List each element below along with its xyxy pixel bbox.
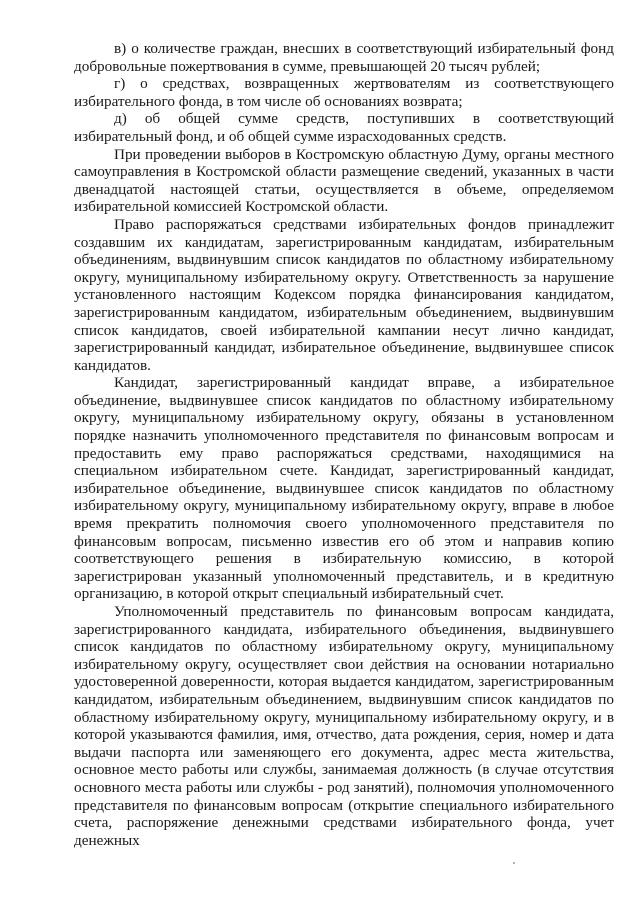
paragraph-g: г) о средствах, возвращенных жертвователям из соответствующего избирательного фонда, в том числе об основаниях возврата; [74,75,614,110]
paragraph-kostroma-duma: При проведении выборов в Костромскую областную Думу, органы местного самоуправления в Костромской области размещение сведений, указанных в части двенадцатой настоящей статьи, осуществляется в объеме, определяемом избирательной комиссией Костромской области. [74,145,614,216]
paragraph-candidate-representative: Кандидат, зарегистрированный кандидат вправе, а избирательное объединение, выдвинувшее список кандидатов по областному избирательному округу, муниципальному избирательному округу, обязаны в установленном порядке назначить уполномоченного представителя по финансовым вопросам и предоставить ему право распоряжаться средствами, находящимися на специальном избирательном счете. Кандидат, зарегистрированный кандидат, избирательное объединение, выдвинувшее список кандидатов по областному избирательному округу, муниципальному избирательному округу, вправе в любое время прекратить полномочия своего уполномоченного представителя по финансовым вопросам, письменно известив его об этом и направив копию соответствующего решения в избирательную комиссию, в которой зарегистрирован указанный уполномоченный представитель, и в кредитную организацию, в которой открыт специальный избирательный счет. [74,374,614,603]
document-body [74,40,614,849]
scan-speck [513,862,515,864]
paragraph-v: в) о количестве граждан, внесших в соответствующий избирательный фонд добровольные пожертвования в сумме, превышающей 20 тысяч рублей; [74,40,614,75]
paragraph-right-to-dispose: Право распоряжаться средствами избирательных фондов принадлежит создавшим их кандидатам, зарегистрированным кандидатам, избирательным объединениям, выдвинувшим список кандидатов по областному избирательному округу, муниципальному избирательному округу. Ответственность за нарушение установленного настоящим Кодексом порядка финансирования кандидатом, зарегистрированным кандидатом, избирательным объединением, выдвинувшим список кандидатов, своей избирательной кампании несут лично кандидат, зарегистрированный кандидат, избирательное объединение, выдвинувшее список кандидатов. [74,215,614,374]
paragraph-d: д) об общей сумме средств, поступивших в соответствующий избирательный фонд, и об общей сумме израсходованных средств. [74,110,614,145]
paragraph-authorized-representative: Уполномоченный представитель по финансовым вопросам кандидата, зарегистрированного кандидата, избирательного объединения, выдвинувшего список кандидатов по областному избирательному округу, муниципальному избирательному округу, осуществляет свои действия на основании нотариально удостоверенной доверенности, которая выдается кандидатом, зарегистрированным кандидатом, избирательным объединением, выдвинувшим список кандидатов по областному избирательному округу, муниципальному избирательному округу, и в которой указываются фамилия, имя, отчество, дата рождения, серия, номер и дата выдачи паспорта или заменяющего его документа, адрес места жительства, основное место работы или службы, занимаемая должность (в случае отсутствия основного места работы или службы - род занятий), полномочия уполномоченного представителя по финансовым вопросам (открытие специального избирательного счета, распоряжение денежными средствами избирательного фонда, учет денежных [74,603,614,849]
